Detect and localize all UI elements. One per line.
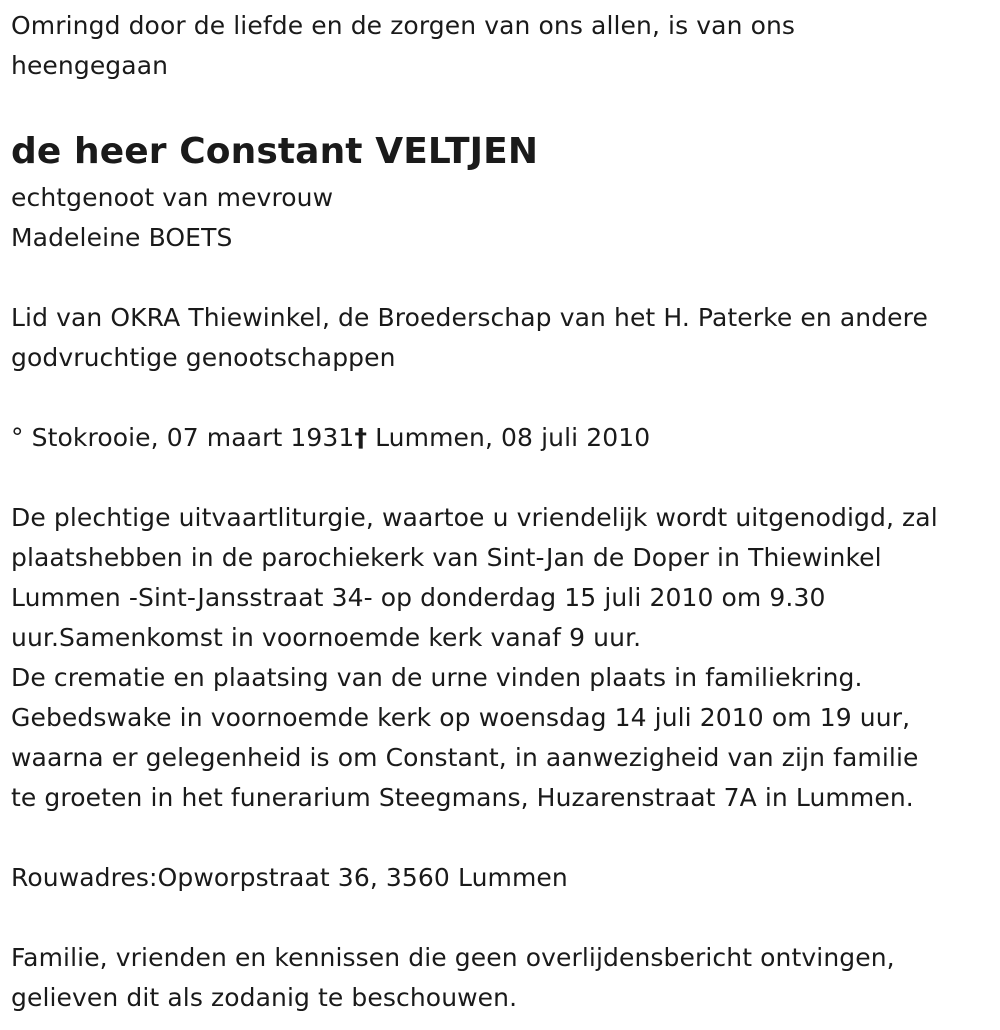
mourning-address: Rouwadres:Opworpstraat 36, 3560 Lummen [11, 863, 568, 892]
deceased-name: de heer Constant VELTJEN [11, 131, 539, 172]
spacer [11, 818, 996, 858]
obituary-notice [11, 0, 996, 1018]
spacer [11, 458, 996, 498]
funeral-line: De crematie en plaatsing van de urne vinden plaats in familiekring. [11, 663, 863, 692]
spacer [11, 378, 996, 418]
membership-line-1: Lid van OKRA Thiewinkel, de Broederschap van het H. Paterke en andere [11, 303, 928, 332]
funeral-line: plaatshebben in de parochiekerk van Sint-Jan de Doper in Thiewinkel [11, 543, 882, 572]
funeral-line: Gebedswake in voornoemde kerk op woensdag 14 juli 2010 om 19 uur, [11, 703, 911, 732]
spacer [11, 898, 996, 938]
dates-line [11, 418, 996, 458]
spouse-name: Madeleine BOETS [11, 223, 233, 252]
cross-icon: † [354, 423, 368, 452]
birth-date: ° Stokrooie, 07 maart 1931 [11, 423, 355, 452]
spacer [11, 258, 996, 298]
funeral-line: te groeten in het funerarium Steegmans, Huzarenstraat 7A in Lummen. [11, 783, 914, 812]
relation-line: echtgenoot van mevrouw [11, 183, 334, 212]
funeral-line: waarna er gelegenheid is om Constant, in aanwezigheid van zijn familie [11, 743, 919, 772]
intro-line-2: heengegaan [11, 51, 169, 80]
funeral-line: Lummen -Sint-Jansstraat 34- op donderdag 15 juli 2010 om 9.30 [11, 583, 826, 612]
death-date: Lummen, 08 juli 2010 [367, 423, 651, 452]
intro-line-1: Omringd door de liefde en de zorgen van ons allen, is van ons [11, 11, 796, 40]
membership-line-2: godvruchtige genootschappen [11, 343, 396, 372]
funeral-line: De plechtige uitvaartliturgie, waartoe u vriendelijk wordt uitgenodigd, zal [11, 503, 938, 532]
closing-line-1: Familie, vrienden en kennissen die geen overlijdensbericht ontvingen, [11, 943, 895, 972]
funeral-line: uur.Samenkomst in voornoemde kerk vanaf 9 uur. [11, 623, 642, 652]
closing-line-2: gelieven dit als zodanig te beschouwen. [11, 983, 518, 1012]
